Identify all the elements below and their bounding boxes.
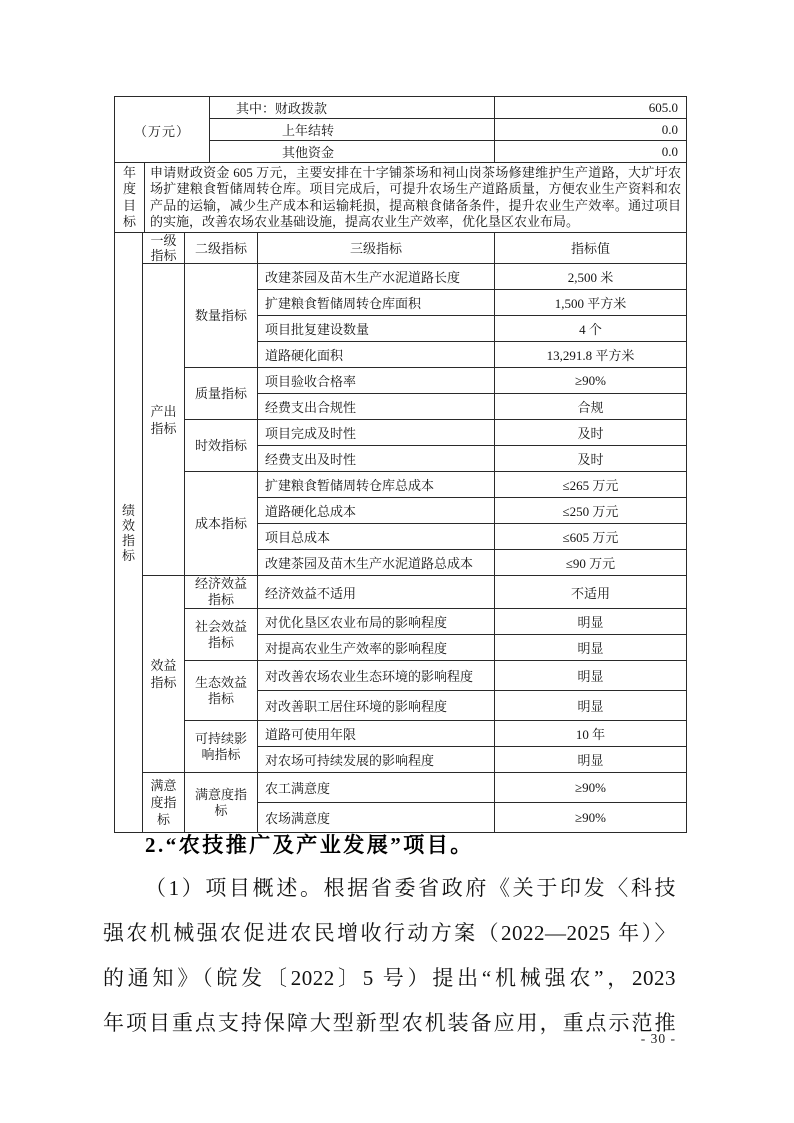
- indicator-value-cell: 及时: [495, 420, 687, 446]
- annual-goal-text: 申请财政资金 605 万元，主要安排在十字铺茶场和祠山岗茶场修建维护生产道路，大圹圩农场扩建粮食暂储周转仓库。项目完成后，可提升农场生产道路质量，方便农业生产资料和农产品的运输，减少生产成本和运输耗损，提高粮食储备条件，提升农业生产效率。通过项目的实施，改善农场农业基础设施，提高农业生产效率，优化垦区农业布局。: [145, 163, 687, 233]
- indicator-cell: 改建茶园及苗木生产水泥道路长度: [258, 264, 495, 290]
- level1-group-cell: 满意度指标: [143, 773, 185, 833]
- level2-group-cell: 可持续影响指标: [185, 721, 258, 773]
- indicator-value-cell: 13,291.8 平方米: [495, 342, 687, 368]
- indicator-value-cell: 及时: [495, 446, 687, 472]
- level1-group-cell: 产出指标: [143, 264, 185, 576]
- level2-group-cell: 满意度指标: [185, 773, 258, 833]
- level2-group-cell: 生态效益指标: [185, 661, 258, 721]
- indicator-cell: 对农场可持续发展的影响程度: [258, 747, 495, 773]
- indicator-row: [115, 773, 687, 803]
- indicator-value-cell: 明显: [495, 747, 687, 773]
- indicator-cell: 对改善职工居住环境的影响程度: [258, 691, 495, 721]
- indicator-value-cell: ≤605 万元: [495, 524, 687, 550]
- indicator-row: [115, 264, 687, 290]
- indicator-cell: 农工满意度: [258, 773, 495, 803]
- indicator-cell: 农场满意度: [258, 803, 495, 833]
- budget-row-value: 0.0: [495, 119, 687, 141]
- indicator-cell: 项目批复建设数量: [258, 316, 495, 342]
- budget-row-value: 0.0: [495, 141, 687, 163]
- indicator-cell: 道路可使用年限: [258, 721, 495, 747]
- header-level1: 一级指标: [143, 233, 185, 264]
- indicator-value-cell: 2,500 米: [495, 264, 687, 290]
- indicator-value-cell: ≥90%: [495, 773, 687, 803]
- tables-block: [114, 96, 686, 833]
- indicator-cell: 道路硬化总成本: [258, 498, 495, 524]
- budget-row-label: 上年结转: [210, 119, 495, 141]
- budget-row-value: 605.0: [495, 97, 687, 119]
- indicator-value-cell: ≤90 万元: [495, 550, 687, 576]
- indicator-value-cell: 明显: [495, 691, 687, 721]
- budget-row-label: 其中：财政拨款: [210, 97, 495, 119]
- indicator-cell: 改建茶园及苗木生产水泥道路总成本: [258, 550, 495, 576]
- header-value: 指标值: [495, 233, 687, 264]
- paragraph-line: 的通知》（皖发〔2022〕5 号）提出“机械强农”，2023: [103, 966, 676, 990]
- indicator-value-cell: 4 个: [495, 316, 687, 342]
- indicator-cell: 项目总成本: [258, 524, 495, 550]
- level2-group-cell: 成本指标: [185, 472, 258, 576]
- indicator-cell: 对提高农业生产效率的影响程度: [258, 635, 495, 661]
- paragraph-line: 年项目重点支持保障大型新型农机装备应用，重点示范推: [103, 1011, 676, 1035]
- header-level3: 三级指标: [258, 233, 495, 264]
- budget-row: [115, 97, 687, 119]
- budget-unit-label: （万元）: [115, 97, 210, 163]
- page-number: - 30 -: [640, 1031, 676, 1046]
- indicator-cell: 对优化垦区农业布局的影响程度: [258, 609, 495, 635]
- annual-goal-table: [114, 162, 687, 233]
- indicator-value-cell: 明显: [495, 609, 687, 635]
- indicator-value-cell: ≤265 万元: [495, 472, 687, 498]
- indicator-row: [115, 661, 687, 691]
- indicator-row: [115, 420, 687, 446]
- indicator-row: [115, 368, 687, 394]
- section-heading: 2.“农技推广及产业发展”项目。: [145, 833, 474, 857]
- indicator-value-cell: 明显: [495, 661, 687, 691]
- indicator-value-cell: ≥90%: [495, 803, 687, 833]
- level2-group-cell: 时效指标: [185, 420, 258, 472]
- indicator-row: [115, 609, 687, 635]
- level2-group-cell: 质量指标: [185, 368, 258, 420]
- indicator-cell: 项目完成及时性: [258, 420, 495, 446]
- indicator-cell: 经费支出合规性: [258, 394, 495, 420]
- indicator-row: [115, 472, 687, 498]
- budget-table: [114, 96, 687, 163]
- indicator-value-cell: 明显: [495, 635, 687, 661]
- indicator-cell: 项目验收合格率: [258, 368, 495, 394]
- indicator-cell: 扩建粮食暂储周转仓库面积: [258, 290, 495, 316]
- header-level2: 二级指标: [185, 233, 258, 264]
- indicator-value-cell: ≤250 万元: [495, 498, 687, 524]
- annual-goal-row: [115, 163, 687, 233]
- level2-group-cell: 数量指标: [185, 264, 258, 368]
- level2-group-cell: 经济效益指标: [185, 576, 258, 609]
- indicator-cell: 经济效益不适用: [258, 576, 495, 609]
- indicator-cell: 经费支出及时性: [258, 446, 495, 472]
- annual-goal-label: 年度目标: [115, 163, 145, 233]
- body-text-block: [103, 824, 676, 1046]
- indicator-cell: 道路硬化面积: [258, 342, 495, 368]
- level1-group-cell: 效益指标: [143, 576, 185, 773]
- indicator-value-cell: 合规: [495, 394, 687, 420]
- budget-row-label: 其他资金: [210, 141, 495, 163]
- indicator-row: [115, 721, 687, 747]
- indicator-value-cell: 不适用: [495, 576, 687, 609]
- indicator-value-cell: 10 年: [495, 721, 687, 747]
- indicator-cell: 对改善农场农业生态环境的影响程度: [258, 661, 495, 691]
- level2-group-cell: 社会效益指标: [185, 609, 258, 661]
- paragraph-line: 强农机械强农促进农民增收行动方案（2022—2025 年）〉: [103, 921, 676, 945]
- indicator-row: [115, 576, 687, 609]
- indicator-value-cell: ≥90%: [495, 368, 687, 394]
- indicator-value-cell: 1,500 平方米: [495, 290, 687, 316]
- performance-table: [114, 232, 687, 833]
- paragraph-line: （1）项目概述。根据省委省政府《关于印发〈科技: [145, 876, 676, 900]
- performance-header-row: [115, 233, 687, 264]
- performance-side-label: 绩效指标: [115, 233, 143, 833]
- indicator-cell: 扩建粮食暂储周转仓库总成本: [258, 472, 495, 498]
